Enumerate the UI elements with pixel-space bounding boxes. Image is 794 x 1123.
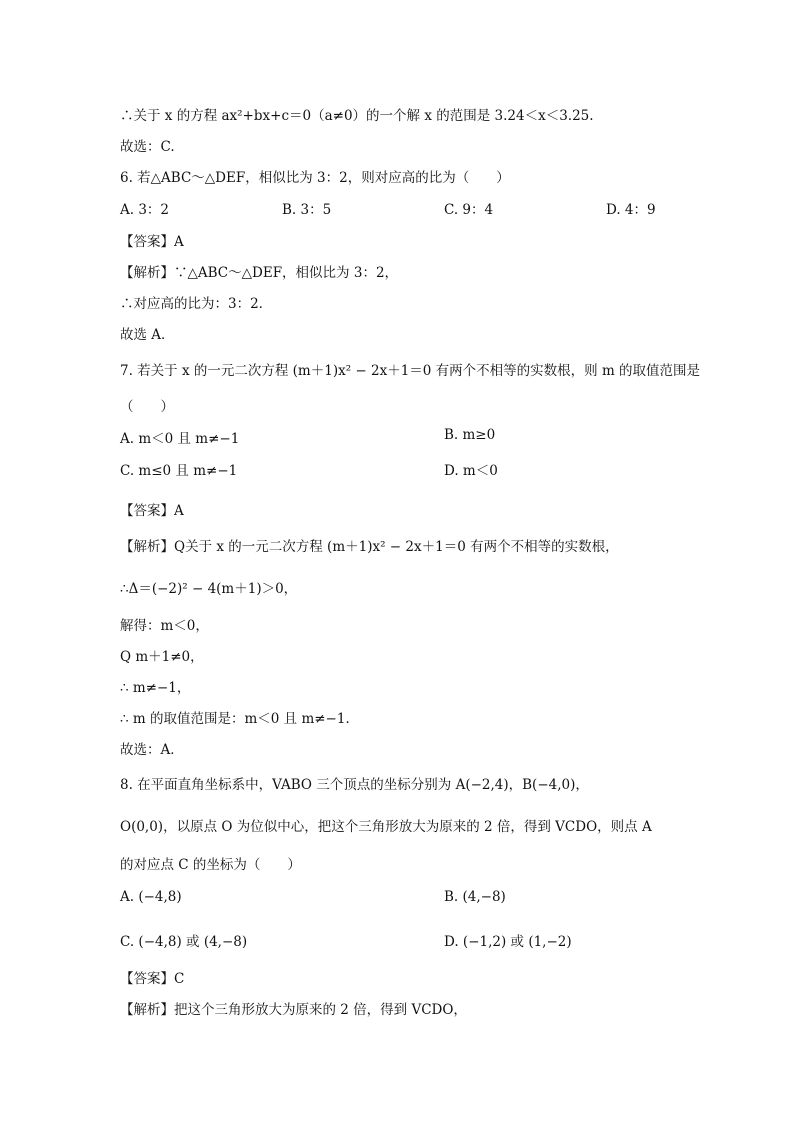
option-b: B. (4,−8) — [444, 889, 506, 905]
text-line: ∴关于 x 的方程 ax²+bx+c＝0（a≠0）的一个解 x 的范围是 3.24＜x＜3.25. — [120, 108, 594, 124]
option-d: D. (−1,2) 或 (1,−2) — [444, 934, 572, 950]
explanation-line: 【解析】把这个三角形放大为原来的 2 倍，得到 VCDO， — [120, 1002, 467, 1018]
option-b: B. 3：5 — [282, 202, 332, 218]
option-a: A. 3：2 — [120, 202, 170, 218]
explanation-line: ∴ m≠−1， — [120, 680, 191, 696]
text-line: 故选：C. — [120, 139, 175, 155]
option-d: D. 4：9 — [606, 202, 656, 218]
explanation-line: 解得：m＜0， — [120, 618, 209, 634]
explanation-line: ∴对应高的比为：3：2． — [120, 296, 273, 312]
explanation-line: 【解析】Q关于 x 的一元二次方程 (m＋1)x² − 2x＋1＝0 有两个不相等的实数根， — [120, 539, 619, 555]
question-6: 6. 若△ABC～△DEF，相似比为 3：2，则对应高的比为（ ） — [120, 170, 510, 186]
explanation-line: 故选：A． — [120, 742, 184, 758]
question-7-parens: （ ） — [120, 399, 174, 415]
explanation-line: Q m＋1≠0， — [120, 649, 204, 665]
explanation-line: 【解析】∵△ABC～△DEF，相似比为 3：2， — [120, 265, 399, 281]
answer: 【答案】A — [120, 234, 184, 250]
option-a: A. (−4,8) — [120, 889, 182, 905]
option-c: C. 9：4 — [444, 202, 494, 218]
option-b: B. m≥0 — [444, 427, 496, 443]
answer: 【答案】C — [120, 971, 185, 987]
option-a: A. m＜0 且 m≠−1 — [120, 431, 240, 447]
option-c: C. m≤0 且 m≠−1 — [120, 463, 238, 479]
question-8-line3: 的对应点 C 的坐标为（ ） — [120, 857, 301, 873]
option-c: C. (−4,8) 或 (4,−8) — [120, 934, 248, 950]
question-8-line2: O(0,0)，以原点 O 为位似中心，把这个三角形放大为原来的 2 倍，得到 VCDO，则点 A — [120, 819, 652, 835]
explanation-line: ∴Δ＝(−2)² − 4(m＋1)＞0， — [120, 581, 298, 597]
explanation-line: ∴ m 的取值范围是：m＜0 且 m≠−1． — [120, 711, 359, 727]
question-7: 7. 若关于 x 的一元二次方程 (m＋1)x² − 2x＋1＝0 有两个不相等的实数根，则 m 的取值范围是 — [120, 363, 701, 379]
option-d: D. m＜0 — [444, 463, 498, 479]
answer: 【答案】A — [120, 503, 184, 519]
question-8: 8. 在平面直角坐标系中，VABO 三个顶点的坐标分别为 A(−2,4)，B(−4,0)， — [120, 777, 589, 793]
explanation-line: 故选 A． — [120, 327, 175, 343]
